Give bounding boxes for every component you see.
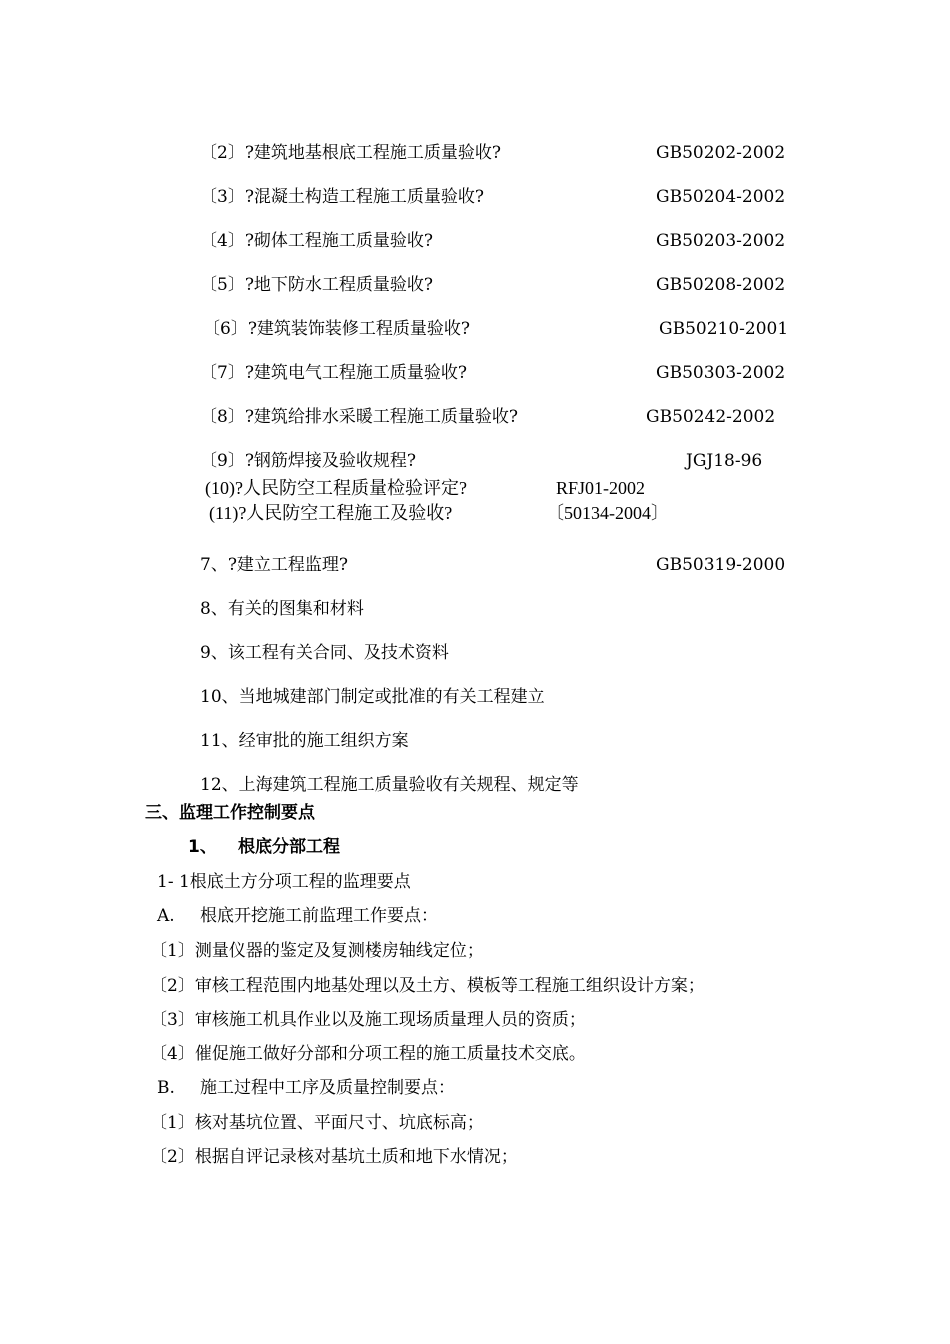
part-a-point: 〔2〕审核工程范围内地基处理以及土方、模板等工程施工组织设计方案； [150, 976, 705, 996]
standard-label: 〔8〕?建筑给排水采暖工程施工质量验收? [200, 407, 519, 427]
standard-label: 〔3〕?混凝土构造工程施工质量验收? [200, 187, 485, 207]
sub-item-title: 1- 1根底土方分项工程的监理要点 [157, 872, 411, 892]
standard-label: 〔2〕?建筑地基根底工程施工质量验收? [200, 143, 502, 163]
standard-code: GB50242-2002 [646, 407, 776, 427]
item-7-label: 7、?建立工程监理? [200, 555, 349, 575]
section-title: 三、监理工作控制要点 [145, 803, 315, 823]
standard-code: GB50202-2002 [656, 143, 786, 163]
part-a-point: 〔1〕测量仪器的鉴定及复测楼房轴线定位； [150, 941, 484, 961]
subsection-number: 1、 [188, 837, 217, 857]
standard-code: GB50303-2002 [656, 363, 786, 383]
standard-code: GB50210-2001 [659, 319, 789, 339]
part-b-title: 施工过程中工序及质量控制要点： [200, 1078, 455, 1098]
part-b-point: 〔1〕核对基坑位置、平面尺寸、坑底标高； [150, 1113, 484, 1133]
list-item: 9、该工程有关合同、及技术资料 [200, 643, 449, 663]
civil-defense-label: (11)?人民防空工程施工及验收? [209, 503, 453, 523]
part-a-point: 〔4〕催促施工做好分部和分项工程的施工质量技术交底。 [150, 1044, 586, 1064]
standard-label: 〔7〕?建筑电气工程施工质量验收? [200, 363, 468, 383]
standard-code: GB50203-2002 [656, 231, 786, 251]
standard-code: GB50204-2002 [656, 187, 786, 207]
part-a-point: 〔3〕审核施工机具作业以及施工现场质量理人员的资质； [150, 1010, 586, 1030]
civil-defense-code: 〔50134-2004〕 [546, 503, 669, 523]
civil-defense-label: (10)?人民防空工程质量检验评定? [205, 478, 467, 498]
standard-code: GB50208-2002 [656, 275, 786, 295]
standard-label: 〔5〕?地下防水工程质量验收? [200, 275, 434, 295]
list-item: 10、当地城建部门制定或批准的有关工程建立 [200, 687, 545, 707]
civil-defense-code: RFJ01-2002 [556, 478, 646, 498]
part-b-label: B. [157, 1078, 175, 1098]
part-b-point: 〔2〕根据自评记录核对基坑土质和地下水情况； [150, 1147, 518, 1167]
standard-label: 〔9〕?钢筋焊接及验收规程? [200, 451, 417, 471]
standard-code: JGJ18-96 [686, 451, 763, 471]
standard-label: 〔4〕?砌体工程施工质量验收? [200, 231, 434, 251]
part-a-title: 根底开挖施工前监理工作要点： [200, 906, 438, 926]
item-7-code: GB50319-2000 [656, 555, 786, 575]
list-item: 11、经审批的施工组织方案 [200, 731, 409, 751]
part-a-label: A. [157, 906, 175, 926]
subsection-title: 根底分部工程 [238, 837, 340, 857]
list-item: 12、上海建筑工程施工质量验收有关规程、规定等 [200, 775, 579, 795]
list-item: 8、有关的图集和材料 [200, 599, 364, 619]
standard-label: 〔6〕?建筑装饰装修工程质量验收? [203, 319, 471, 339]
